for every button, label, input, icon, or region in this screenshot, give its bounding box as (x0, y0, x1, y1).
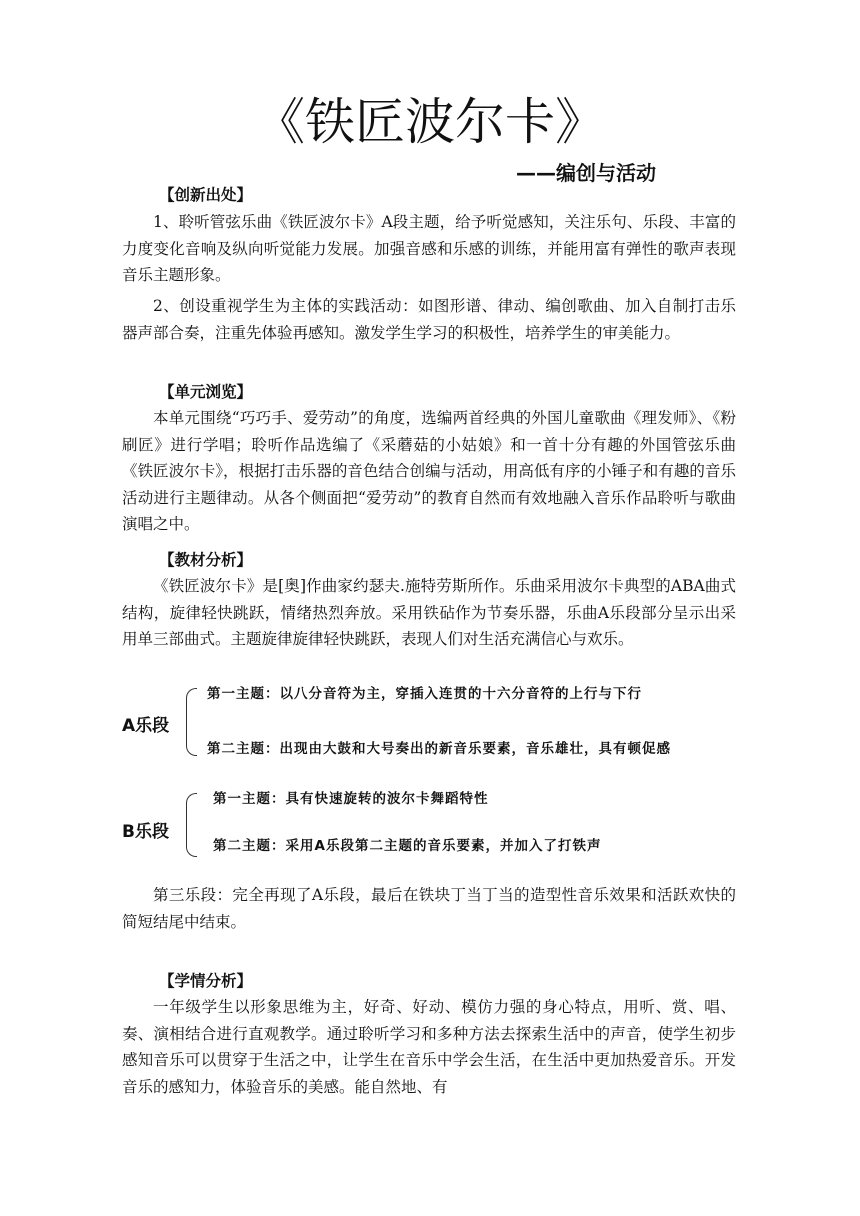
section-b-theme-2: 第二主题：采用A乐段第二主题的音乐要素，并加入了打铁声 (213, 838, 602, 854)
section-a-brace (186, 688, 197, 756)
heading-innovation: 【创新出处】 (159, 186, 253, 204)
innovation-paragraph-1: 1、聆听管弦乐曲《铁匠波尔卡》A段主题，给予听觉感知，关注乐句、乐段、丰富的力度变化音响及纵向听觉能力发展。加强音感和乐感的训练，并能用富有弹性的歌声表现音乐主题形象。 (122, 213, 736, 284)
section-b-brace (186, 793, 197, 857)
section-a-theme-2: 第二主题：出现由大鼓和大号奏出的新音乐要素，音乐雄壮，具有顿促感 (207, 741, 671, 757)
unit-paragraph: 本单元围绕“巧巧手、爱劳动”的角度，选编两首经典的外国儿童歌曲《理发师》、《粉刷匠》进行学唱；聆听作品选编了《采蘑菇的小姑娘》和一首十分有趣的外国管弦乐曲《铁匠波尔卡》，根据打击乐器的音色结合创编与活动，用高低有序的小锤子和有趣的音乐活动进行主题律动。从各个侧面把“爱劳动”的教育自然而有效地融入音乐作品聆听与歌曲演唱之中。 (122, 409, 736, 533)
students-paragraph: 一年级学生以形象思维为主，好奇、好动、模仿力强的身心特点，用听、赏、唱、奏、演相结合进行直观教学。通过聆听学习和多种方法去探索生活中的声音，使学生初步感知音乐可以贯穿于生活之中，让学生在音乐中学会生活，在生活中更加热爱音乐。开发音乐的感知力，体验音乐的美感。能自然地、有 (122, 998, 736, 1096)
section-b-label: B乐段 (122, 822, 169, 842)
section-a-theme-1: 第一主题：以八分音符为主，穿插入连贯的十六分音符的上行与下行 (207, 686, 642, 702)
section-b-theme-1: 第一主题：具有快速旋转的波尔卡舞蹈特性 (213, 791, 489, 807)
document-subtitle: ——编创与活动 (516, 161, 656, 185)
material-paragraph-1: 《铁匠波尔卡》是[奥]作曲家约瑟夫.施特劳斯所作。乐曲采用波尔卡典型的ABA曲式结构，旋律轻快跳跃，情绪热烈奔放。采用铁砧作为节奏乐器，乐曲A乐段部分呈示出采用单三部曲式。主题旋律旋律轻快跳跃，表现人们对生活充满信心与欢乐。 (122, 577, 736, 648)
heading-student-analysis: 【学情分析】 (159, 972, 253, 990)
section-a-label: A乐段 (122, 716, 170, 736)
heading-material-analysis: 【教材分析】 (159, 551, 253, 569)
document-title: 《铁匠波尔卡》 (255, 93, 605, 151)
material-paragraph-2: 第三乐段：完全再现了A乐段，最后在铁块丁当丁当的造型性音乐效果和活跃欢快的简短结尾中结束。 (122, 886, 736, 931)
heading-unit-overview: 【单元浏览】 (159, 383, 253, 401)
innovation-paragraph-2: 2、创设重视学生为主体的实践活动：如图形谱、律动、编创歌曲、加入自制打击乐器声部合奏，注重先体验再感知。激发学生学习的积极性，培养学生的审美能力。 (122, 297, 736, 342)
